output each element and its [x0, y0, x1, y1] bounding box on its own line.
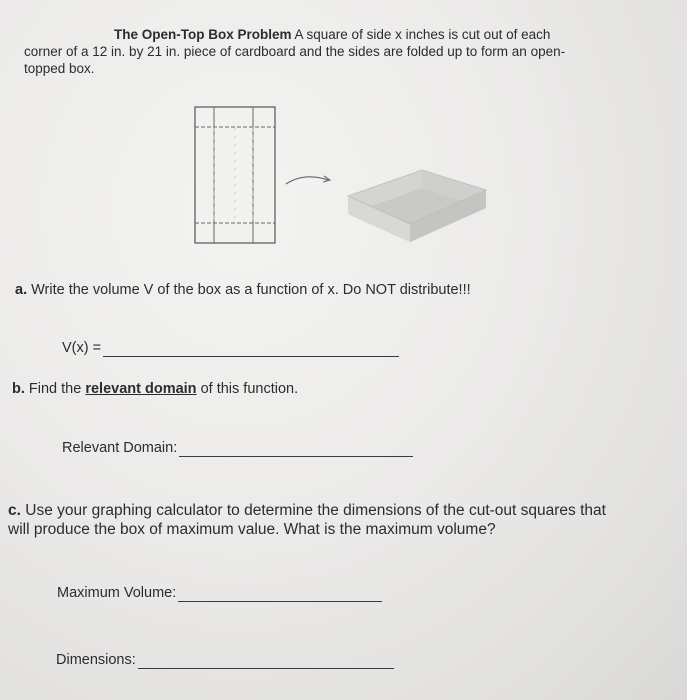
dimensions-blank[interactable] — [138, 652, 394, 669]
question-b-text-1: Find the — [24, 381, 86, 397]
question-c-letter: c. — [8, 502, 21, 519]
problem-intro — [24, 26, 674, 77]
dimensions-answer-line[interactable] — [56, 652, 394, 669]
domain-label: Relevant Domain: — [62, 440, 178, 456]
question-a-letter: a. — [15, 282, 28, 298]
dimensions-label: Dimensions: — [56, 652, 136, 668]
volume-answer-line[interactable] — [62, 340, 399, 357]
question-c — [8, 501, 606, 539]
volume-label: V(x) = — [62, 340, 102, 356]
intro-line-2: corner of a 12 in. by 21 in. piece of cardboard and the sides are folded up to form an open- — [24, 44, 566, 59]
domain-answer-line[interactable] — [62, 440, 413, 457]
question-b-text-2: of this function. — [196, 381, 299, 397]
fold-arrow-icon — [282, 168, 342, 192]
flat-cardboard-diagram — [190, 104, 280, 246]
max-volume-label: Maximum Volume: — [57, 585, 177, 601]
question-a-text: Write the volume V of the box as a function of x. Do NOT distribute!!! — [27, 282, 471, 298]
problem-title: The Open-Top Box Problem — [114, 27, 292, 42]
max-volume-blank[interactable] — [178, 585, 382, 602]
open-box-drawing — [340, 150, 490, 250]
question-b — [12, 381, 298, 397]
max-volume-answer-line[interactable] — [57, 585, 382, 602]
intro-line-3: topped box. — [24, 61, 95, 76]
question-c-line-1: Use your graphing calculator to determine the dimensions of the cut-out squares that — [20, 502, 606, 519]
relevant-domain-emphasis: relevant domain — [85, 381, 197, 397]
question-c-line-2: will produce the box of maximum value. What is the maximum volume? — [8, 521, 496, 538]
intro-line-1: A square of side x inches is cut out of each — [291, 27, 551, 42]
domain-blank[interactable] — [179, 440, 413, 457]
question-a — [15, 282, 471, 298]
question-b-letter: b. — [12, 381, 25, 397]
volume-blank[interactable] — [103, 340, 399, 357]
